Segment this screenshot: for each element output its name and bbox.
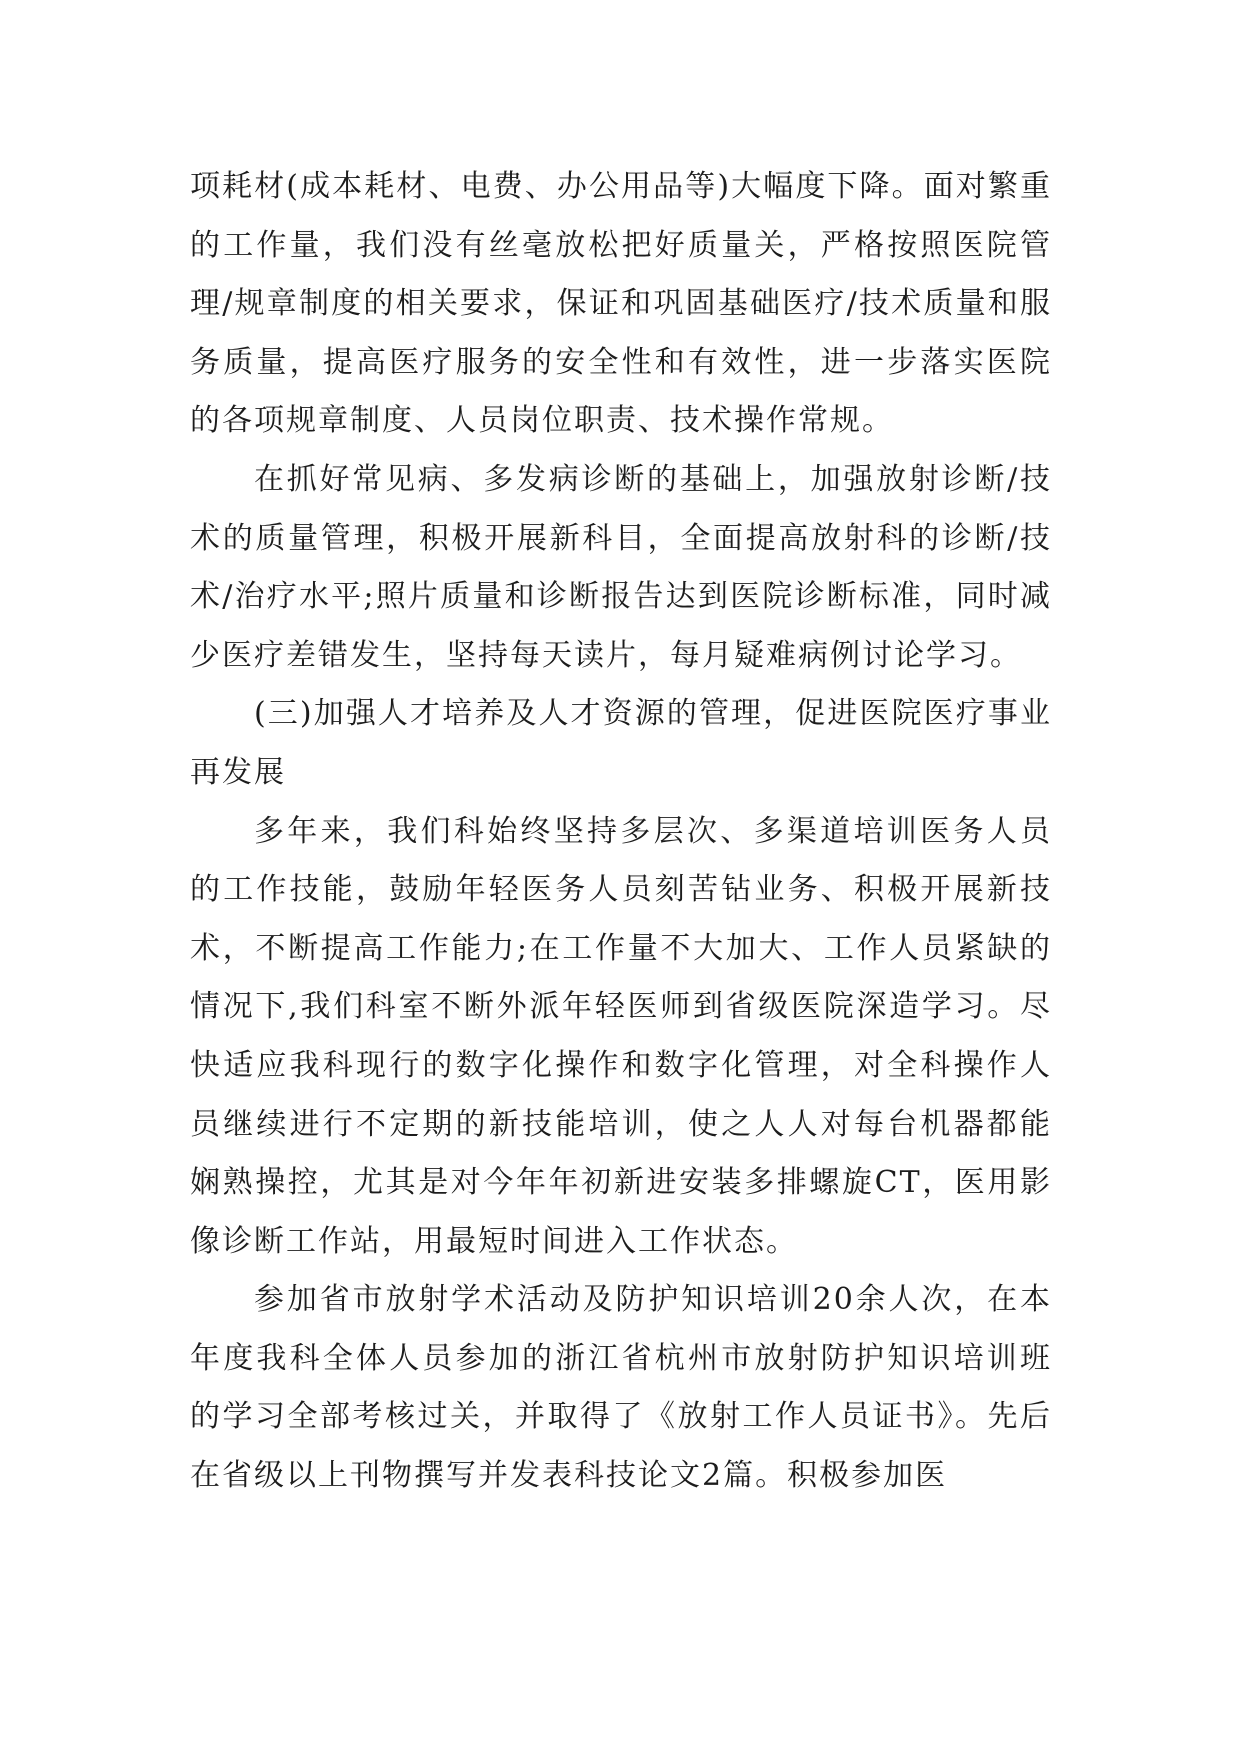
paragraph-diagnosis-quality: 在抓好常见病、多发病诊断的基础上，加强放射诊断/技术的质量管理，积极开展新科目，全面提高放射科的诊断/技术/治疗水平;照片质量和诊断报告达到医院诊断标准，同时减少医疗差错发生，坚持每天读片，每月疑难病例讨论学习。: [190, 461, 1052, 673]
paragraph-staff-training: 多年来，我们科始终坚持多层次、多渠道培训医务人员的工作技能，鼓励年轻医务人员刻苦钻业务、积极开展新技术，不断提高工作能力;在工作量不大加大、工作人员紧缺的情况下,我们科室不断外派年轻医师到省级医院深造学习。尽快适应我科现行的数字化操作和数字化管理，对全科操作人员继续进行不定期的新技能培训，使之人人对每台机器都能娴熟操控，尤其是对今年年初新进安装多排螺旋CT，医用影像诊断工作站，用最短时间进入工作状态。: [190, 813, 1052, 1259]
paragraph-materials-quality: 项耗材(成本耗材、电费、办公用品等)大幅度下降。面对繁重的工作量，我们没有丝毫放松把好质量关，严格按照医院管理/规章制度的相关要求，保证和巩固基础医疗/技术质量和服务质量，提高医疗服务的安全性和有效性，进一步落实医院的各项规章制度、人员岗位职责、技术操作常规。: [190, 169, 1052, 439]
paragraph-academic-activities: 参加省市放射学术活动及防护知识培训20余人次，在本年度我科全体人员参加的浙江省杭州市放射防护知识培训班的学习全部考核过关，并取得了《放射工作人员证书》。先后在省级以上刊物撰写并发表科技论文2篇。积极参加医: [190, 1282, 1052, 1494]
document-body: [190, 158, 1052, 1506]
section-heading-talent-training: (三)加强人才培养及人才资源的管理，促进医院医疗事业再发展: [190, 696, 1052, 790]
